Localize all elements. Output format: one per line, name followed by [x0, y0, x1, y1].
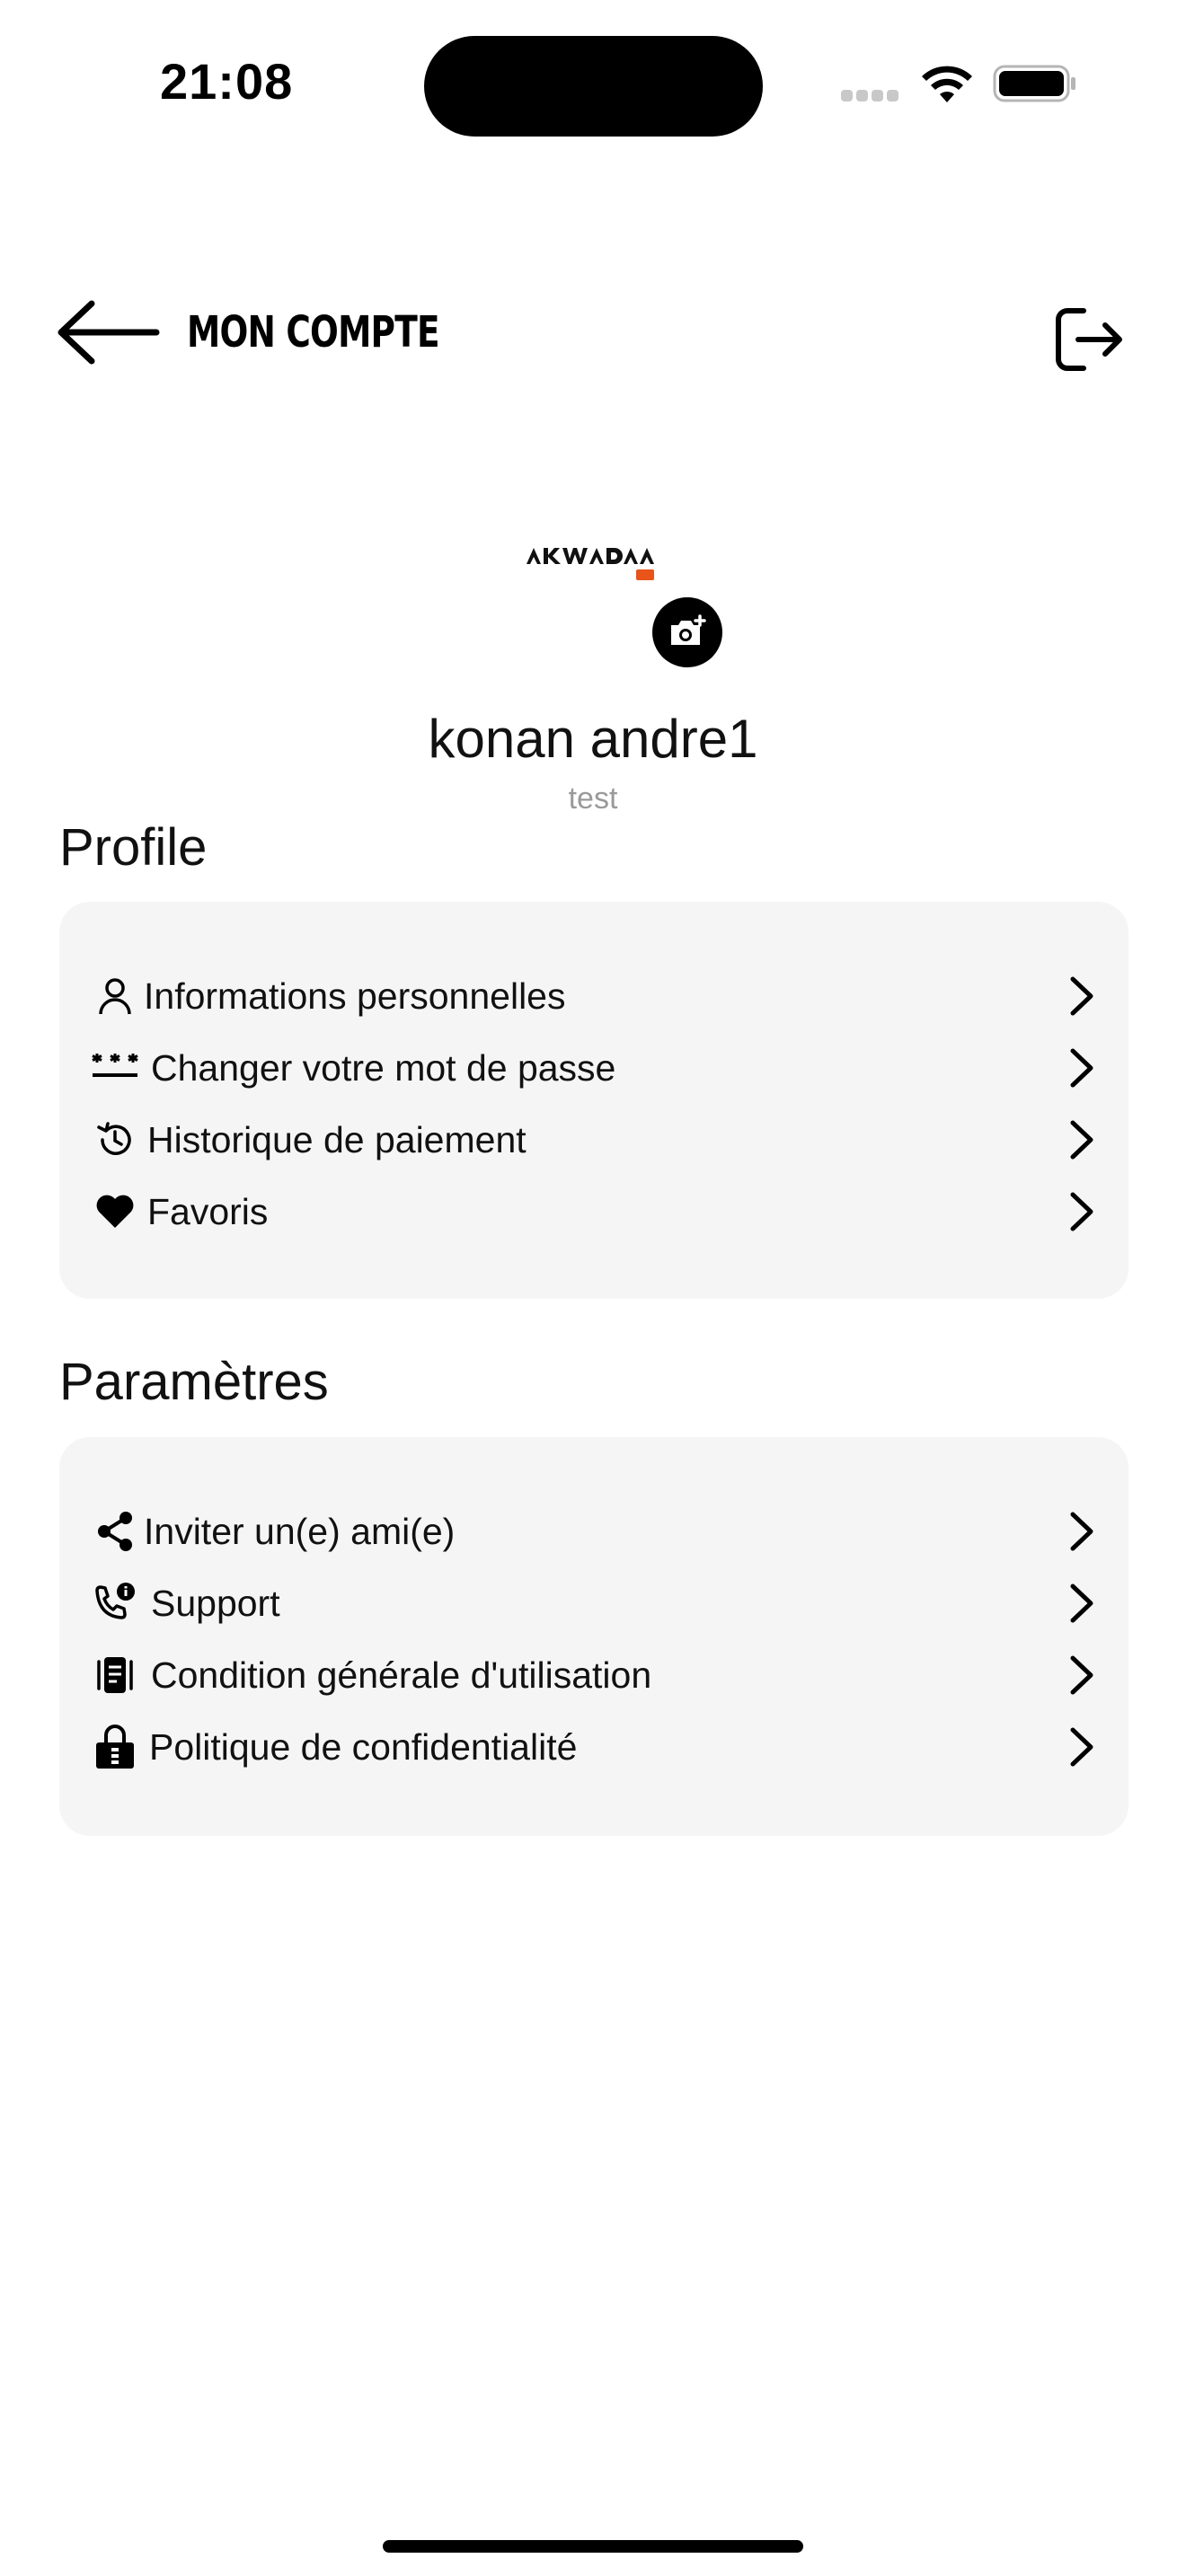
chevron-right-icon	[1066, 1654, 1096, 1696]
section-title-profile: Profile	[59, 818, 208, 877]
menu-item-terms[interactable]	[59, 1644, 1128, 1707]
menu-label: Support	[151, 1582, 280, 1624]
menu-item-payment-history[interactable]	[59, 1108, 1128, 1171]
menu-label: Inviter un(e) ami(e)	[144, 1510, 456, 1552]
change-photo-button[interactable]	[652, 597, 722, 667]
menu-item-change-password[interactable]	[59, 1037, 1128, 1099]
menu-item-privacy-policy[interactable]	[59, 1716, 1128, 1778]
page-title: MON COMPTE	[187, 307, 439, 357]
add-photo-icon	[668, 614, 707, 650]
chevron-right-icon	[1066, 975, 1096, 1017]
menu-item-favorites[interactable]	[59, 1180, 1128, 1243]
header	[0, 287, 1186, 395]
menu-label: Changer votre mot de passe	[151, 1046, 616, 1089]
chevron-right-icon	[1066, 1511, 1096, 1552]
share-icon	[92, 1508, 138, 1555]
chevron-right-icon	[1066, 1119, 1096, 1160]
wifi-icon	[920, 63, 974, 104]
menu-label: Informations personnelles	[144, 975, 566, 1017]
lock-icon	[92, 1724, 138, 1770]
settings-card	[59, 1437, 1128, 1836]
chevron-right-icon	[1066, 1191, 1096, 1232]
avatar	[521, 532, 665, 604]
menu-label: Politique de confidentialité	[149, 1725, 578, 1768]
battery-icon	[993, 65, 1077, 102]
user-name: konan andre1	[428, 709, 758, 769]
history-icon	[92, 1116, 138, 1163]
menu-label: Historique de paiement	[147, 1118, 527, 1160]
chevron-right-icon	[1066, 1047, 1096, 1089]
status-time: 21:08	[160, 53, 294, 110]
password-icon	[92, 1045, 138, 1091]
support-phone-icon	[92, 1580, 138, 1627]
menu-label: Favoris	[147, 1190, 269, 1232]
home-indicator[interactable]	[383, 2540, 803, 2553]
back-arrow-icon[interactable]	[56, 300, 160, 365]
logout-icon[interactable]	[1053, 305, 1125, 374]
dynamic-island	[424, 36, 763, 137]
menu-label: Condition générale d'utilisation	[151, 1654, 652, 1696]
cellular-signal-icon	[841, 90, 902, 104]
document-icon	[92, 1652, 138, 1698]
heart-icon	[92, 1188, 138, 1235]
user-subtitle: test	[568, 781, 618, 816]
person-icon	[92, 973, 138, 1019]
chevron-right-icon	[1066, 1583, 1096, 1624]
menu-item-invite-friend[interactable]	[59, 1500, 1128, 1563]
profile-card	[59, 902, 1128, 1299]
menu-item-personal-info[interactable]	[59, 965, 1128, 1028]
status-bar	[0, 0, 1186, 171]
section-title-settings: Paramètres	[59, 1353, 329, 1411]
menu-item-support[interactable]	[59, 1572, 1128, 1635]
chevron-right-icon	[1066, 1726, 1096, 1768]
